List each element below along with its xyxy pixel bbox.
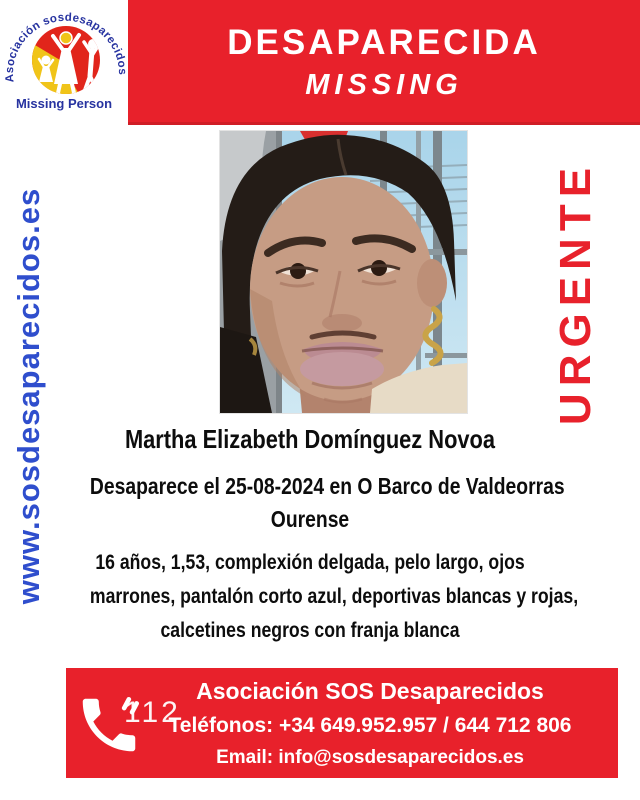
footer-email: Email: info@sosdesaparecidos.es <box>216 746 524 768</box>
logo-arc-text: Asociación sosdesaparecidos <box>3 11 128 83</box>
footer-organization-name: Asociación SOS Desaparecidos <box>196 677 544 704</box>
headline-banner <box>128 0 640 125</box>
person-photo-illustration <box>220 131 467 413</box>
contact-footer <box>66 668 618 778</box>
footer-contact-texts <box>128 668 612 778</box>
description-line1: 16 años, 1,53, complexión delgada, pelo largo, ojos <box>95 551 525 574</box>
website-url-text: www.sosdesaparecidos.es <box>11 187 46 605</box>
association-logo <box>0 0 128 122</box>
logo-subtitle: Missing Person <box>15 96 113 111</box>
banner-subtitle: MISSING <box>305 69 463 101</box>
description-line3: calcetines negros con franja blanca <box>160 619 460 642</box>
disappearance-info-line1: Desaparece el 25-08-2024 en O Barco de Valdeorras <box>89 473 565 499</box>
website-url-vertical <box>2 140 56 652</box>
banner-title: DESAPARECIDA <box>227 23 541 62</box>
description-line2: marrones, pantalón corto azul, deportivas blancas y rojas, <box>89 585 579 608</box>
person-photo <box>220 131 467 413</box>
disappearance-info-line2: Ourense <box>270 506 350 532</box>
person-name: Martha Elizabeth Domínguez Novoa <box>124 424 496 454</box>
emergency-number: 112 <box>124 696 181 729</box>
urgent-label-text: URGENTE <box>551 160 600 426</box>
footer-phone-numbers: Teléfonos: +34 649.952.957 / 644 712 806 <box>168 713 572 737</box>
urgent-label-vertical <box>544 140 608 446</box>
